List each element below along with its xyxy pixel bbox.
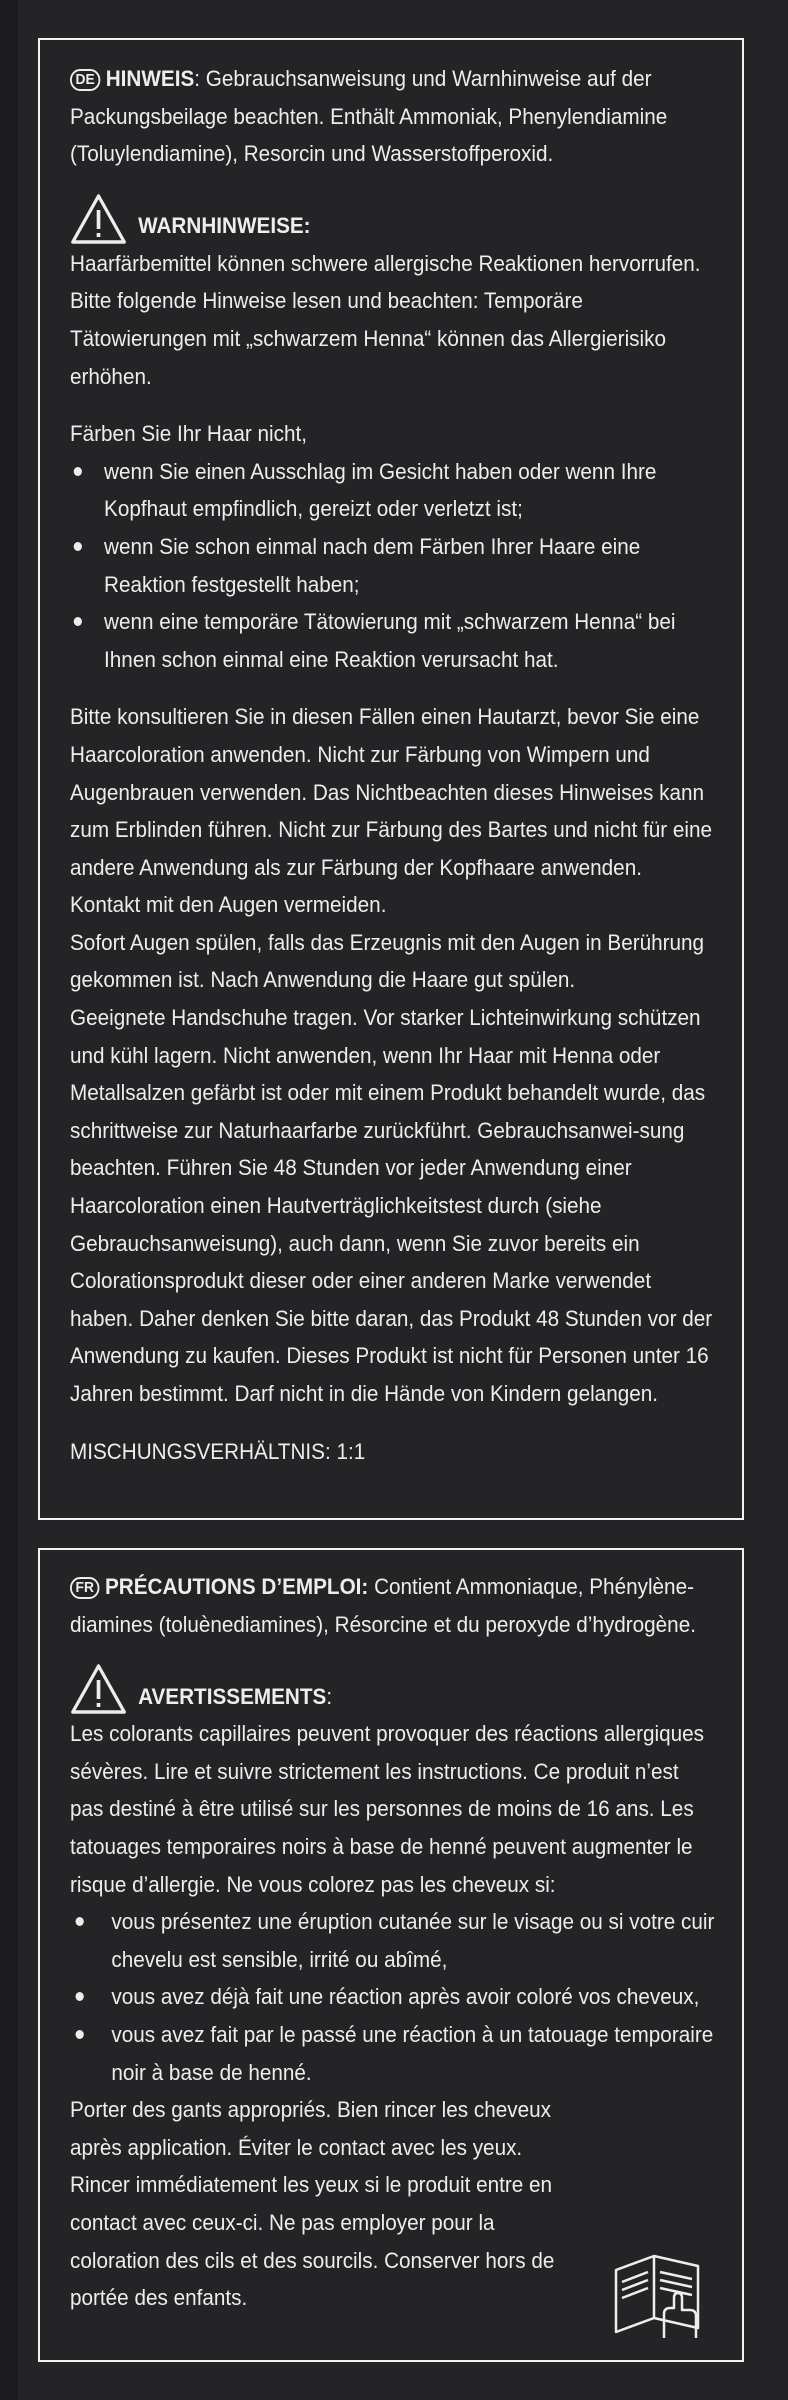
bullet-icon (74, 617, 82, 626)
list-item: wenn eine temporäre Tätowierung mit „schwarzem Henna“ bei Ihnen schon einmal eine Reaktion verursacht hat. (70, 603, 717, 678)
hinweis-text: : Gebrauchsanweisung und Warnhinweise auf der Packungsbeilage beachten. Enthält Ammoniak, Phenylendiamine (Toluylendiamine), Resorcin und Wasserstoffperoxid. (70, 66, 668, 167)
hinweis-label: HINWEIS (105, 66, 195, 91)
eye-rinse-paragraph: Sofort Augen spülen, falls das Erzeugnis mit den Augen in Berührung gekommen ist. Nach Anwendung die Haare gut spülen. (70, 929, 705, 993)
warnhinweise-title: WARNHINWEISE: (138, 213, 311, 239)
mixing-ratio: MISCHUNGSVERHÄLTNIS: 1:1 (70, 1438, 366, 1464)
avertissements-text: Les colorants capillaires peuvent provoquer des réactions allergiques sévères. Lire et suivre strictement les instructions. Ce produit n’est pas destiné à être utilisé sur les personnes de moins de 16 ans. Les tatouages temporaires noirs à base de henné peuvent augmenter le risque d’allergie. Ne vous colorez pas les cheveux si: (70, 1721, 705, 1897)
warning-triangle-icon (70, 1663, 127, 1715)
bullet-icon (76, 2030, 84, 2039)
list-item: vous avez déjà fait une réaction après avoir coloré vos cheveux, (70, 1978, 717, 2016)
german-warning-panel (38, 38, 744, 1520)
bullet-icon (76, 1917, 84, 1926)
bullet-icon (76, 1992, 84, 2001)
list-item: wenn Sie einen Ausschlag im Gesicht haben oder wenn Ihre Kopfhaut empfindlich, gereizt oder verletzt ist; (70, 453, 717, 528)
intro-text: Färben Sie Ihr Haar nicht, (70, 421, 308, 447)
avertissements-title: AVERTISSEMENTS (138, 1683, 327, 1709)
language-badge-de: DE (70, 69, 100, 91)
precautions-text: Contient Ammoniaque, Phénylène-diamines (toluènediamines), Résorcine et du peroxyde d’hydrogène. (70, 1574, 696, 1637)
warnhinweise-heading (70, 193, 717, 245)
hinweis-paragraph (70, 60, 717, 173)
avertissements-heading: AVERTISSEMENTS: (70, 1663, 717, 1715)
precautions-paragraph (70, 1568, 717, 1643)
list-item: wenn Sie schon einmal nach dem Färben Ihrer Haare eine Reaktion festgestellt haben; (70, 528, 717, 603)
bullet-icon (74, 542, 82, 551)
fr-bullet-list (70, 1903, 717, 2091)
read-instructions-icon (610, 2248, 706, 2340)
de-bullet-list (70, 453, 717, 679)
precautions-label: PRÉCAUTIONS D’EMPLOI: (104, 1574, 369, 1599)
warnhinweise-text: Haarfärbemittel können schwere allergische Reaktionen hervorrufen. Bitte folgende Hinweise lesen und beachten: Temporäre Tätowierungen mit „schwarzem Henna“ können das Allergierisiko erhöhen. (70, 250, 701, 389)
warning-triangle-icon (70, 193, 127, 245)
list-item: vous avez fait par le passé une réaction à un tatouage temporaire noir à base de henné. (70, 2016, 717, 2091)
dermatologist-paragraph: Bitte konsultieren Sie in diesen Fällen einen Hautarzt, bevor Sie eine Haarcoloration anwenden. Nicht zur Färbung von Wimpern und Augenbrauen verwenden. Das Nichtbeachten dieses Hinweises kann zum Erblinden führen. Nicht zur Färbung des Bartes und nicht für eine andere Anwendung als zur Färbung der Kopfhaare anwenden. Kontakt mit den Augen vermeiden. (70, 704, 713, 918)
language-badge-fr: FR (70, 1577, 99, 1599)
french-warning-panel (38, 1548, 744, 2362)
gloves-paragraph: Geeignete Handschuhe tragen. Vor starker Lichteinwirkung schützen und kühl lagern. Nicht anwenden, wenn Ihr Haar mit Henna oder Metallsalzen gefärbt ist oder mit einem Produkt behandelt wurde, das schrittweise zur Naturhaarfarbe zurückführt. Gebrauchsanwei-sung beachten. Führen Sie 48 Stunden vor jeder Anwendung einer Haarcoloration einen Hautverträglichkeitstest durch (siehe Gebrauchsanweisung), auch dann, wenn Sie zuvor bereits ein Colorationsprodukt dieser oder einer anderen Marke verwendet haben. Daher denken Sie bitte daran, das Produkt 48 Stunden vor der Anwendung zu kaufen. Dieses Produkt ist nicht für Personen unter 16 Jahren bestimmt. Darf nicht in die Hände von Kindern gelangen. (70, 1005, 713, 1406)
list-item: vous présentez une éruption cutanée sur le visage ou si votre cuir chevelu est sensible, irrité ou abîmé, (70, 1903, 717, 1978)
bullet-icon (74, 467, 82, 476)
gloves-paragraph: Porter des gants appropriés. Bien rincer les cheveux après application. Éviter le contact avec les yeux. Rincer immédiatement les yeux si le produit entre en contact avec ceux-ci. Ne pas employer pour la coloration des cils et des sourcils. Conserver hors de portée des enfants. (70, 2097, 555, 2311)
package-side-edge (0, 0, 18, 2400)
